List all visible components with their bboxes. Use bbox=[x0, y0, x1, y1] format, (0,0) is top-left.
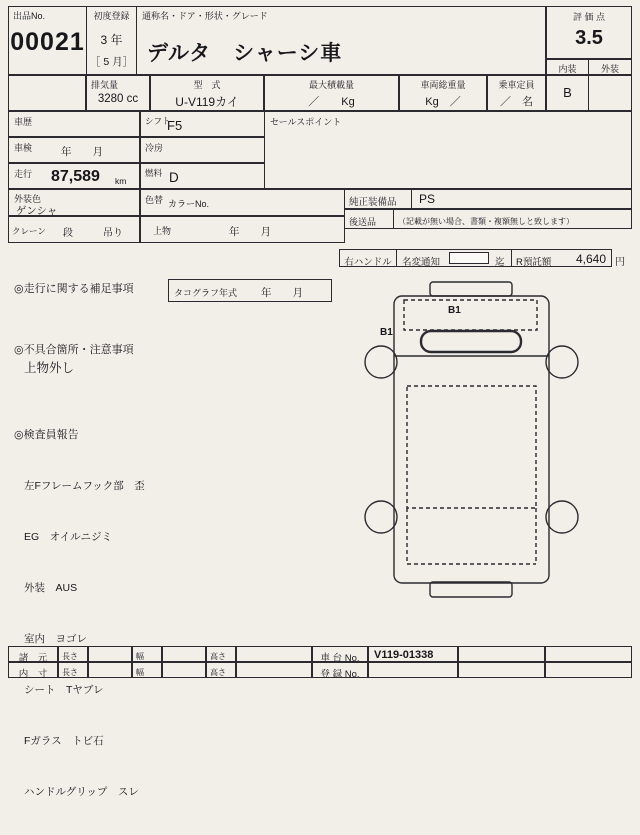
color-no-label: カラーNo. bbox=[168, 199, 210, 209]
spec-height-value-cell bbox=[236, 646, 312, 662]
spec-height-label: 高さ bbox=[210, 652, 226, 661]
capacity-label: 乗車定員 bbox=[498, 80, 535, 90]
capacity-value: ／ 名 bbox=[500, 96, 533, 108]
inspector-item: 外装 AUS bbox=[24, 582, 78, 594]
later-items-note: （記載が無い場合、書類・複額無しと致します） bbox=[398, 217, 574, 226]
inspector-item: 左Fフレームフック部 歪 bbox=[24, 480, 145, 492]
chassis-no-label-cell bbox=[312, 646, 368, 662]
inspector-item: 室内 ヨゴレ bbox=[24, 633, 87, 645]
inspector-item: シート Tヤブレ bbox=[24, 684, 104, 696]
inner-row-label: 内 寸 bbox=[18, 669, 48, 680]
inspector-item: EG オイルニジミ bbox=[24, 531, 113, 543]
front-left-wheel-icon bbox=[365, 346, 397, 378]
vehicle-diagram bbox=[350, 268, 632, 628]
shift-value: F5 bbox=[167, 118, 183, 133]
deposit-value: 4,640 bbox=[575, 252, 606, 266]
mileage-notes-title: ◎走行に関する補足事項 bbox=[14, 283, 134, 295]
name-change-box bbox=[449, 252, 489, 264]
equipment-label: 純正装備品 bbox=[349, 197, 397, 208]
frame-dashed-rect bbox=[407, 386, 536, 508]
interior-grade-cell bbox=[546, 75, 589, 111]
name-change-cell bbox=[396, 249, 512, 267]
first-registration-month: ［ 5 月］ bbox=[89, 56, 134, 68]
crane-label: クレーン bbox=[12, 226, 46, 236]
inner-width-value-cell bbox=[162, 662, 206, 678]
spec-width-label: 幅 bbox=[136, 652, 144, 661]
score-cell bbox=[546, 6, 632, 59]
reg-no-value-cell bbox=[368, 662, 458, 678]
displacement-value: 3280 cc bbox=[97, 93, 139, 105]
spec-width-value-cell bbox=[162, 646, 206, 662]
spec-row-label-cell bbox=[8, 646, 58, 662]
exhibit-no-blank-cell bbox=[8, 75, 86, 111]
tachograph-cell bbox=[168, 279, 332, 302]
equipment-divider bbox=[411, 190, 412, 208]
exhibit-no-cell bbox=[8, 6, 87, 75]
defect-item: 上物外し bbox=[24, 361, 75, 375]
first-registration-year: 3 年 bbox=[100, 33, 123, 47]
later-items-label: 後送品 bbox=[349, 217, 377, 227]
fuel-value: D bbox=[169, 170, 179, 185]
displacement-cell bbox=[86, 75, 150, 111]
until-label: 迄 bbox=[495, 257, 505, 268]
cab-roof-dashed bbox=[404, 300, 537, 330]
sales-point-cell bbox=[264, 111, 632, 189]
gross-weight-cell bbox=[399, 75, 487, 111]
windshield-shape bbox=[421, 331, 521, 352]
rear-left-wheel-icon bbox=[365, 501, 397, 533]
spec-length-value-cell bbox=[88, 646, 132, 662]
exterior-header-cell bbox=[588, 59, 632, 75]
bottom-blank-cell-4 bbox=[545, 662, 632, 678]
mileage-value: 87,589 bbox=[51, 168, 100, 185]
exterior-grade-cell bbox=[588, 75, 632, 111]
vehicle-name-value: デルタ シャーシ車 bbox=[147, 42, 343, 65]
front-bumper-shape bbox=[430, 282, 512, 296]
first-registration-cell bbox=[86, 6, 137, 75]
spec-row-label: 諸 元 bbox=[18, 653, 48, 664]
interior-grade-value: B bbox=[563, 85, 572, 100]
reg-no-label: 登 録 No. bbox=[320, 669, 360, 680]
first-registration-label: 初度登録 bbox=[93, 11, 130, 21]
inner-height-label: 高さ bbox=[210, 668, 226, 677]
max-load-label: 最大積載量 bbox=[308, 80, 354, 90]
spec-length-label-cell bbox=[58, 646, 88, 662]
bottom-blank-cell-3 bbox=[458, 662, 545, 678]
inspection-label: 車検 bbox=[14, 143, 33, 153]
max-load-cell bbox=[264, 75, 399, 111]
mileage-unit: km bbox=[115, 176, 127, 186]
bottom-blank-cell-1 bbox=[458, 646, 545, 662]
capacity-cell bbox=[487, 75, 546, 111]
inspection-cell bbox=[8, 137, 140, 163]
interior-label: 内装 bbox=[558, 64, 577, 74]
model-label: 型 式 bbox=[193, 80, 221, 90]
shift-label: シフト bbox=[145, 116, 171, 126]
inner-length-label: 長さ bbox=[62, 668, 78, 677]
yen-label: 円 bbox=[615, 257, 625, 268]
later-items-divider bbox=[393, 210, 394, 228]
tachograph-label: タコグラフ年式 bbox=[174, 288, 238, 298]
exhibit-no-label: 出品No. bbox=[13, 11, 46, 21]
rear-bumper-shape bbox=[430, 582, 512, 597]
ac-label: 冷房 bbox=[145, 143, 164, 153]
body-item-label: 上物 bbox=[153, 226, 172, 236]
handle-cell bbox=[339, 249, 397, 267]
damage-mark-b1-2: B1 bbox=[380, 327, 393, 338]
inspector-title: ◎検査員報告 bbox=[14, 429, 79, 441]
history-label: 車歴 bbox=[14, 117, 33, 127]
spec-height-label-cell bbox=[206, 646, 236, 662]
fuel-cell bbox=[140, 163, 265, 189]
mileage-cell bbox=[8, 163, 140, 189]
fuel-label: 燃料 bbox=[145, 168, 163, 178]
reg-no-label-cell bbox=[312, 662, 368, 678]
inspector-report-list bbox=[24, 444, 324, 835]
body-color-value: ゲンシャ bbox=[16, 205, 58, 217]
score-label: 評 価 点 bbox=[572, 12, 605, 22]
color-change-cell bbox=[140, 189, 345, 216]
body-item-cell bbox=[140, 216, 345, 243]
gross-weight-label: 車両総重量 bbox=[420, 80, 466, 90]
inner-width-label-cell bbox=[132, 662, 162, 678]
chassis-no-value-cell bbox=[368, 646, 458, 662]
deposit-cell bbox=[511, 249, 612, 267]
body-color-label: 外装色 bbox=[14, 194, 42, 204]
color-change-label: 色替 bbox=[145, 195, 164, 205]
inner-length-value-cell bbox=[88, 662, 132, 678]
spec-width-label-cell bbox=[132, 646, 162, 662]
interior-header-cell bbox=[546, 59, 589, 75]
inner-height-label-cell bbox=[206, 662, 236, 678]
inspection-value: 年 月 bbox=[61, 146, 103, 158]
spec-length-label: 長さ bbox=[62, 652, 78, 661]
body-item-value: 年 月 bbox=[229, 226, 271, 238]
model-cell bbox=[150, 75, 264, 111]
defects-title: ◎不具合箇所・注意事項 bbox=[14, 344, 134, 356]
gross-weight-value: Kg ／ bbox=[425, 96, 461, 108]
equipment-value: PS bbox=[419, 192, 436, 206]
later-items-cell bbox=[344, 209, 632, 229]
equipment-cell bbox=[344, 189, 632, 209]
vehicle-name-label: 通称名・ドア・形状・グレード bbox=[142, 11, 268, 21]
inner-height-value-cell bbox=[236, 662, 312, 678]
model-value: U-V119カイ bbox=[175, 95, 239, 109]
mileage-label: 走行 bbox=[14, 169, 33, 179]
name-change-label: 名変通知 bbox=[402, 257, 441, 268]
rear-right-wheel-icon bbox=[546, 501, 578, 533]
vehicle-body-outline bbox=[394, 296, 549, 583]
chassis-no-label: 車 台 No. bbox=[320, 653, 360, 664]
crane-hang-label: 吊り bbox=[103, 228, 123, 239]
damage-mark-b1-1: B1 bbox=[448, 305, 461, 316]
sales-point-label: セールスポイント bbox=[270, 117, 342, 127]
body-color-cell bbox=[8, 189, 140, 216]
inner-row-label-cell bbox=[8, 662, 58, 678]
bottom-blank-cell-2 bbox=[545, 646, 632, 662]
exhibit-no-value: 00021 bbox=[10, 28, 85, 56]
inner-length-label-cell bbox=[58, 662, 88, 678]
handle-label: 右ハンドル bbox=[344, 257, 392, 268]
score-value: 3.5 bbox=[575, 27, 603, 49]
inspector-item: ハンドルグリップ スレ bbox=[24, 786, 139, 798]
front-right-wheel-icon bbox=[546, 346, 578, 378]
max-load-value: ／ Kg bbox=[308, 96, 355, 108]
vehicle-name-cell bbox=[136, 6, 546, 75]
displacement-label: 排気量 bbox=[91, 80, 119, 90]
shift-cell bbox=[140, 111, 265, 137]
ac-cell bbox=[140, 137, 265, 163]
crane-cell bbox=[8, 216, 140, 243]
chassis-no-value: V119-01338 bbox=[374, 649, 434, 661]
deposit-label: R預託額 bbox=[516, 257, 552, 268]
inspector-item: Fガラス トビ石 bbox=[24, 735, 104, 747]
crane-step-label: 段 bbox=[63, 228, 73, 239]
tachograph-value: 年 月 bbox=[261, 287, 303, 299]
inner-width-label: 幅 bbox=[136, 668, 144, 677]
exterior-label: 外装 bbox=[600, 64, 619, 74]
history-cell bbox=[8, 111, 140, 137]
